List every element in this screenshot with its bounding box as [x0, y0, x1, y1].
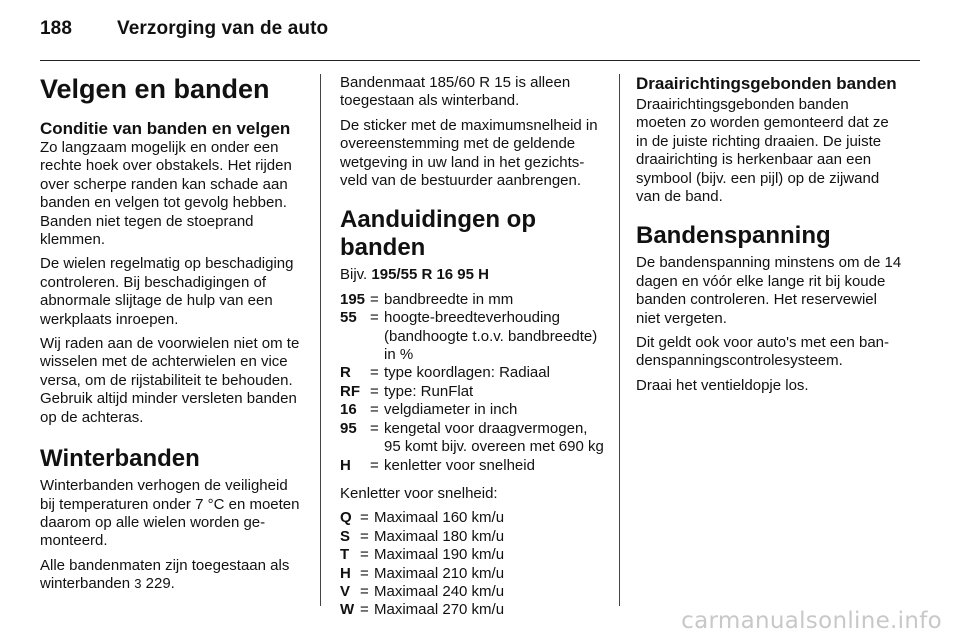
page-reference[interactable]: 229. [141, 575, 175, 593]
code-key: 55 [340, 309, 357, 327]
paragraph: De sticker met de maximumsnelheid in overeenstemming met de geldende wetgeving in uw land in het gezichtsveld van de bestuurder aanbrengen. [340, 116, 598, 190]
code-equals: = [370, 290, 379, 308]
section-heading-directional-tires: Draairichtingsgebonden banden [636, 74, 897, 93]
code-equals: = [370, 456, 379, 474]
section-heading-tire-markings: Aanduidingen op banden [340, 206, 536, 262]
speed-key: V [340, 582, 351, 600]
table-row [340, 457, 604, 475]
speed-value: Maximaal 210 km/u [374, 564, 505, 582]
section-heading-tire-condition: Conditie van banden en velgen [40, 119, 291, 138]
speed-equals: = [360, 601, 369, 619]
speed-key: Q [340, 509, 352, 527]
table-row [340, 583, 504, 601]
code-key: RF [340, 382, 360, 400]
column-divider-2 [619, 74, 620, 606]
example-code: 195/55 R 16 95 H [371, 266, 489, 284]
column-divider-1 [320, 74, 321, 606]
paragraph-text: Alle bandenmaten zijn toegestaan als winterbanden [40, 556, 290, 593]
column-1 [40, 74, 304, 600]
page-number: 188 [40, 18, 73, 39]
table-row [340, 364, 604, 382]
code-value: kengetal voor draagvermogen, 95 komt bijv. overeen met 690 kg [384, 419, 604, 456]
column-2 [340, 74, 604, 630]
header-rule [40, 60, 920, 61]
page-header [40, 18, 920, 52]
table-row [340, 565, 504, 583]
table-row [340, 546, 504, 564]
table-row [340, 401, 604, 419]
speed-equals: = [360, 546, 369, 564]
speed-equals: = [360, 509, 369, 527]
section-heading-tire-pressure: Bandenspanning [636, 222, 831, 250]
speed-equals: = [360, 582, 369, 600]
page-reference-arrow-icon[interactable]: 3 [134, 576, 142, 592]
paragraph: Dit geldt ook voor auto's met een bandenspanningscontrolesysteem. [636, 334, 890, 370]
code-equals: = [370, 309, 379, 327]
code-key: 195 [340, 290, 366, 308]
code-key: 95 [340, 419, 357, 437]
speed-code-table [340, 509, 504, 619]
table-row [340, 420, 604, 457]
table-row [340, 601, 504, 619]
paragraph: De wielen regelmatig op beschadiging controleren. Bij beschadigingen of abnormale slijtage de hulp van een werkplaats inroepen. [40, 255, 294, 328]
table-row [340, 383, 604, 401]
speed-equals: = [360, 564, 369, 582]
paragraph: Bandenmaat 185/60 R 15 is alleen toegestaan als winterband. [340, 74, 571, 110]
table-row [340, 509, 504, 527]
speed-intro: Kenletter voor snelheid: [340, 484, 498, 502]
code-equals: = [370, 401, 379, 419]
code-value: kenletter voor snelheid [384, 456, 535, 474]
speed-key: S [340, 527, 351, 545]
speed-key: W [340, 601, 355, 619]
speed-equals: = [360, 527, 369, 545]
column-3 [636, 74, 902, 401]
code-value: bandbreedte in mm [384, 290, 514, 308]
speed-value: Maximaal 180 km/u [374, 527, 505, 545]
code-value: type koordlagen: Radiaal [384, 364, 550, 382]
code-equals: = [370, 419, 379, 437]
paragraph: Wij raden aan de voorwielen niet om te wisselen met de achterwielen en vice versa, om de rijstabiliteit te behouden. Gebruik altijd minder versleten banden op de achteras. [40, 335, 300, 426]
table-row [340, 528, 504, 546]
speed-value: Maximaal 160 km/u [374, 509, 505, 527]
code-value: type: RunFlat [384, 382, 474, 400]
code-key: R [340, 364, 351, 382]
main-heading: Velgen en banden [40, 74, 270, 104]
speed-key: H [340, 564, 351, 582]
code-value: velgdiameter in inch [384, 401, 518, 419]
paragraph-with-reference [40, 557, 304, 594]
paragraph: De bandenspanning minstens om de 14 dagen en vóór elke lange rit bij koude banden controleren. Het reservewiel niet vergeten. [636, 254, 902, 327]
table-row [340, 291, 604, 309]
paragraph: Zo langzaam mogelijk en onder een rechte hoek over obstakels. Het rijden over scherpe randen kan schade aan banden en velgen tot gevolg hebben. Banden niet tegen de stoeprand klemmen. [40, 139, 292, 249]
chapter-title: Verzorging van de auto [117, 18, 329, 39]
code-equals: = [370, 382, 379, 400]
watermark: carmanualsonline.info [681, 608, 942, 634]
paragraph: Winterbanden verhogen de veiligheid bij temperaturen onder 7 °C en moeten daarom op alle wielen worden gemonteerd. [40, 477, 300, 550]
table-row [340, 309, 604, 364]
example-line [340, 266, 604, 284]
code-key: H [340, 456, 351, 474]
speed-value: Maximaal 190 km/u [374, 546, 505, 564]
speed-key: T [340, 546, 350, 564]
code-equals: = [370, 364, 379, 382]
paragraph: Draai het ventieldopje los. [636, 376, 809, 394]
speed-value: Maximaal 270 km/u [374, 601, 505, 619]
code-key: 16 [340, 401, 357, 419]
paragraph: Draairichtingsgebonden banden moeten zo worden gemonteerd dat ze in de juiste richting draaien. De juiste draairichting is herkenbaar aan een symbool (bijv. een pijl) op de zijwand van de band. [636, 96, 889, 206]
section-heading-winter-tires: Winterbanden [40, 445, 200, 473]
code-value: hoogte-breedteverhouding (bandhoogte t.o.v. bandbreedte) in % [384, 309, 598, 364]
tire-code-table [340, 291, 604, 475]
example-prefix: Bijv. [340, 266, 372, 284]
speed-value: Maximaal 240 km/u [374, 582, 505, 600]
